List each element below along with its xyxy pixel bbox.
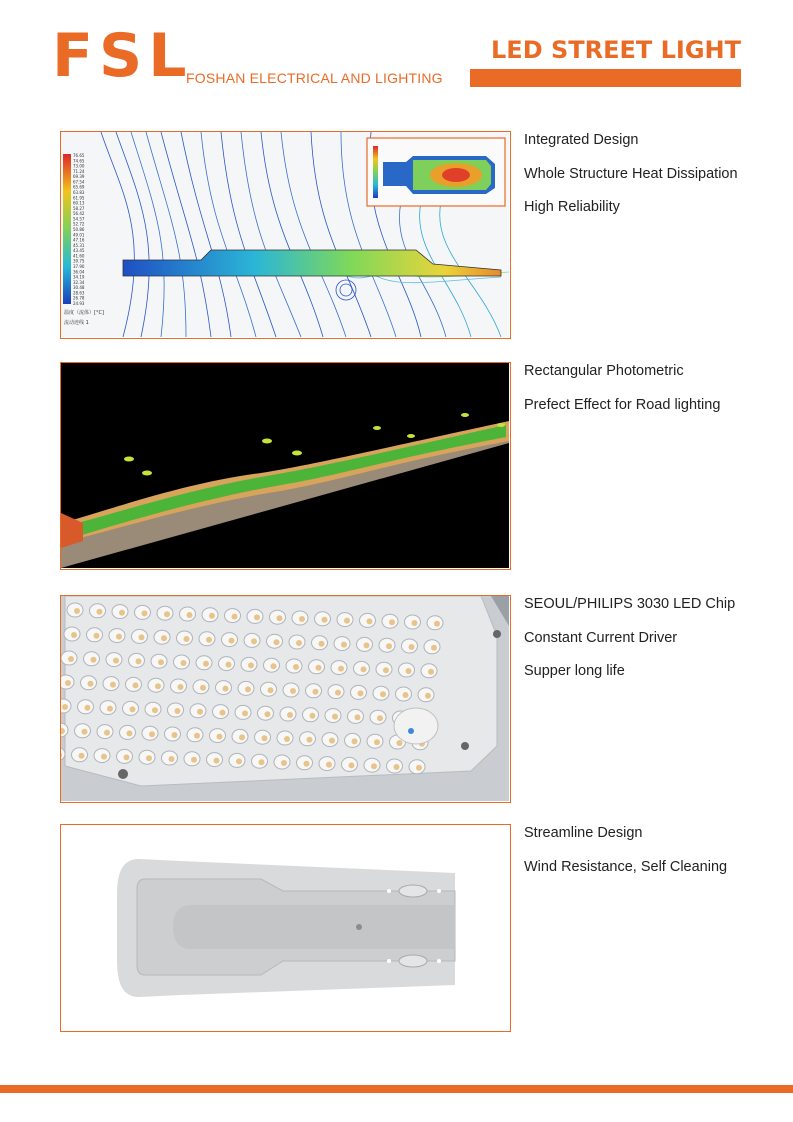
- led-chip: [164, 611, 170, 617]
- led-chip: [169, 756, 175, 762]
- led-chip: [136, 658, 142, 664]
- legend-value: 24.93: [73, 301, 85, 306]
- led-chip: [274, 639, 280, 645]
- feature-item: Integrated Design: [524, 132, 639, 148]
- feature-item: Supper long life: [524, 663, 625, 679]
- led-chip: [262, 735, 268, 741]
- led-chip: [104, 730, 110, 736]
- led-chip: [236, 758, 242, 764]
- led-chip: [355, 714, 361, 720]
- led-chip: [226, 662, 232, 668]
- led-chip: [232, 614, 238, 620]
- led-chip: [149, 731, 155, 737]
- header-accent-bar: [470, 69, 741, 87]
- feature-item: Whole Structure Heat Dissipation: [524, 165, 738, 182]
- legend-caption: 流动迹线 1: [64, 320, 89, 326]
- led-chip: [161, 635, 167, 641]
- led-chip: [338, 666, 344, 672]
- legend-value: 74.65: [73, 158, 85, 164]
- legend-value: 36.04: [73, 269, 85, 275]
- feature-item: Prefect Effect for Road lighting: [524, 396, 721, 413]
- led-chip: [277, 615, 283, 621]
- led-chip: [389, 619, 395, 625]
- legend-value: 71.24: [73, 168, 85, 174]
- led-chip: [287, 712, 293, 718]
- led-chip: [416, 765, 422, 771]
- led-chip: [409, 644, 415, 650]
- legend-value: 69.39: [73, 174, 85, 180]
- feature-list-photometric: [524, 363, 754, 430]
- led-chip: [341, 642, 347, 648]
- led-chip: [367, 618, 373, 624]
- led-chip: [352, 738, 358, 744]
- led-chip: [158, 659, 164, 665]
- led-chip: [74, 608, 80, 614]
- led-chip: [386, 643, 392, 649]
- led-chip: [82, 729, 88, 735]
- feature-item: High Reliability: [524, 199, 620, 215]
- legend-value: 61.95: [73, 195, 85, 201]
- led-chip: [349, 762, 355, 768]
- led-chip: [139, 634, 145, 640]
- temperature-scale-bar: [63, 154, 71, 304]
- led-chip: [85, 705, 91, 711]
- led-chip: [97, 609, 103, 615]
- thermal-simulation-image: [60, 131, 511, 339]
- led-chip: [119, 610, 125, 616]
- footer-accent-bar: [0, 1085, 793, 1093]
- led-chip: [130, 706, 136, 712]
- led-chip: [68, 656, 74, 662]
- led-chip: [107, 706, 113, 712]
- led-chip: [335, 690, 341, 696]
- legend-value: 76.65: [73, 153, 85, 158]
- feature-item: Streamline Design: [524, 825, 643, 841]
- legend-value: 47.16: [73, 237, 85, 243]
- fsl-logo: FSL: [52, 21, 193, 91]
- led-chip: [268, 687, 274, 693]
- led-chip: [65, 680, 71, 686]
- led-chip: [364, 642, 370, 648]
- led-chip: [175, 708, 181, 714]
- led-chip: [110, 682, 116, 688]
- feature-item: Constant Current Driver: [524, 629, 678, 646]
- led-chip: [200, 685, 206, 691]
- legend-value: 26.78: [73, 295, 85, 301]
- led-chip: [316, 665, 322, 671]
- led-chip: [187, 612, 193, 618]
- led-chip: [358, 690, 364, 696]
- led-chip: [191, 757, 197, 763]
- led-chip: [146, 755, 152, 761]
- led-chip: [281, 760, 287, 766]
- legend-value: 32.34: [73, 279, 85, 285]
- led-module-image: [60, 595, 511, 803]
- led-chip: [229, 638, 235, 644]
- led-chip: [304, 761, 310, 767]
- legend-value: 49.01: [73, 232, 85, 238]
- led-chip: [94, 633, 100, 639]
- led-chip: [209, 613, 215, 619]
- feature-list-design: [524, 132, 754, 233]
- led-chip: [428, 669, 434, 675]
- legend-value: 30.48: [73, 285, 85, 291]
- legend-value: 37.90: [73, 264, 85, 269]
- led-chip: [62, 704, 68, 710]
- led-chip: [71, 632, 77, 638]
- led-chip: [397, 740, 403, 746]
- led-chip: [296, 640, 302, 646]
- led-chip: [293, 664, 299, 670]
- led-chip: [172, 732, 178, 738]
- led-chip: [434, 621, 440, 627]
- legend-value: 65.69: [73, 184, 85, 190]
- legend-value: 56.42: [73, 211, 85, 217]
- streamline-housing-image: [60, 824, 511, 1032]
- legend-value: 73.00: [73, 163, 85, 169]
- legend-value: 60.13: [73, 200, 85, 206]
- led-chip: [284, 736, 290, 742]
- led-chip: [344, 618, 350, 624]
- company-name: FOSHAN ELECTRICAL AND LIGHTING: [186, 70, 443, 86]
- photometric-road-image: [60, 362, 511, 570]
- led-chip: [332, 714, 338, 720]
- led-chip: [377, 715, 383, 721]
- led-chip: [329, 738, 335, 744]
- led-chip: [152, 707, 158, 713]
- led-chip: [203, 661, 209, 667]
- led-chip: [239, 734, 245, 740]
- legend-unit: 温度（流体）[°C]: [64, 310, 104, 316]
- led-chip: [142, 610, 148, 616]
- led-chip: [326, 762, 332, 768]
- led-chip: [425, 693, 431, 699]
- led-chip: [322, 617, 328, 623]
- feature-item: Rectangular Photometric: [524, 363, 684, 379]
- led-chip: [431, 645, 437, 651]
- legend-value: 45.31: [73, 242, 85, 248]
- legend-value: 39.75: [73, 258, 85, 264]
- led-chip: [214, 758, 220, 764]
- led-chip: [88, 681, 94, 687]
- led-chip: [127, 730, 133, 736]
- legend-value: 41.60: [73, 253, 85, 259]
- led-chip: [206, 637, 212, 643]
- led-chip: [299, 616, 305, 622]
- led-chip: [184, 636, 190, 642]
- led-chip: [194, 733, 200, 739]
- led-chip: [220, 710, 226, 716]
- led-chip: [133, 682, 139, 688]
- led-chip: [383, 667, 389, 673]
- legend-value: 52.72: [73, 221, 85, 227]
- led-chip: [394, 764, 400, 770]
- page-title: LED STREET LIGHT: [491, 36, 741, 64]
- led-chip: [406, 668, 412, 674]
- led-chip: [307, 737, 313, 743]
- led-chip: [290, 688, 296, 694]
- led-chip: [91, 657, 97, 663]
- legend-value: 50.86: [73, 227, 85, 232]
- legend-value: 28.63: [73, 290, 85, 296]
- led-chip: [178, 684, 184, 690]
- led-chip: [116, 634, 122, 640]
- feature-list-streamline: [524, 825, 754, 892]
- led-chip: [113, 658, 119, 664]
- legend-value: 67.54: [73, 179, 85, 185]
- led-chip: [124, 754, 130, 760]
- led-chip: [271, 663, 277, 669]
- led-chip: [371, 763, 377, 769]
- led-chip: [242, 710, 248, 716]
- led-chip: [217, 734, 223, 740]
- led-chip: [265, 711, 271, 717]
- feature-list-led: [524, 596, 754, 697]
- led-chip: [181, 660, 187, 666]
- led-chip: [79, 753, 85, 759]
- feature-item: SEOUL/PHILIPS 3030 LED Chip: [524, 596, 736, 612]
- led-chip: [319, 641, 325, 647]
- led-chip: [380, 691, 386, 697]
- led-chip: [254, 614, 260, 620]
- led-chip: [197, 709, 203, 715]
- legend-value: 43.45: [73, 248, 85, 254]
- legend-value: 63.83: [73, 190, 85, 195]
- legend-value: 34.19: [73, 274, 85, 280]
- led-chip: [310, 713, 316, 719]
- feature-item: Wind Resistance, Self Cleaning: [524, 858, 728, 875]
- led-chip: [259, 759, 265, 765]
- led-chip: [248, 662, 254, 668]
- led-chip: [155, 683, 161, 689]
- led-chip: [245, 686, 251, 692]
- led-chip: [403, 692, 409, 698]
- thermal-inset: [367, 138, 505, 206]
- led-chip: [101, 754, 107, 760]
- led-chip: [313, 689, 319, 695]
- led-chip: [223, 686, 229, 692]
- led-chip: [361, 666, 367, 672]
- led-chip: [251, 638, 257, 644]
- legend-value: 58.27: [73, 205, 85, 211]
- led-chip: [412, 620, 418, 626]
- led-chip: [374, 739, 380, 745]
- legend-value: 54.57: [73, 216, 85, 222]
